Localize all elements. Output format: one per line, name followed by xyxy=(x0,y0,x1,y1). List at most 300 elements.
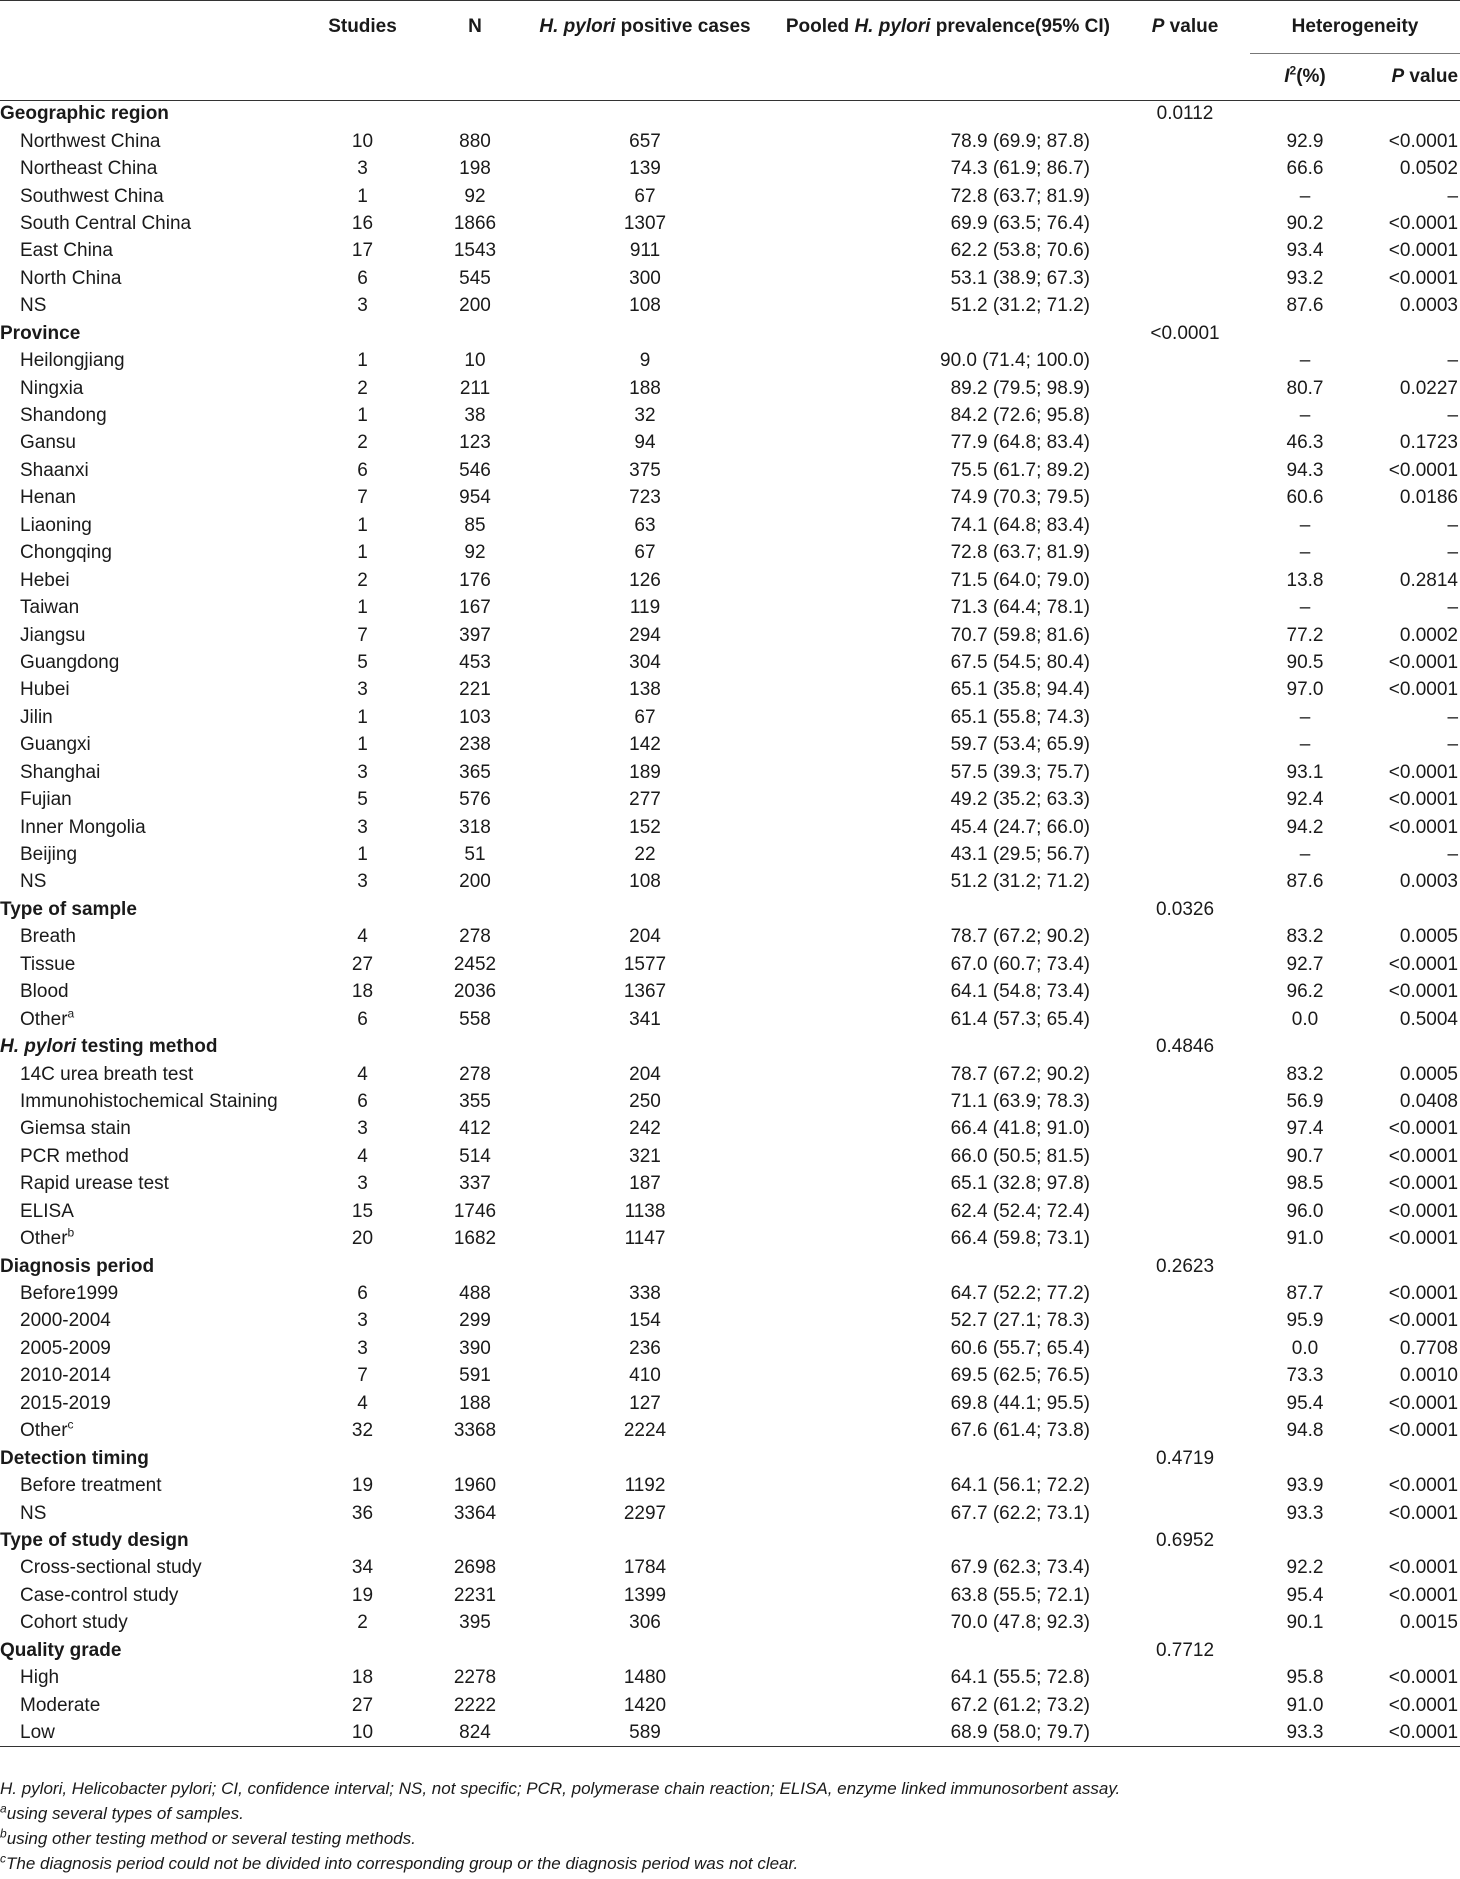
cell-i2: 96.2 xyxy=(1286,981,1324,1003)
group-title: Type of sample xyxy=(0,898,137,920)
cell-i2: 92.9 xyxy=(1286,130,1324,152)
header-blank xyxy=(0,1,300,54)
cell-positive-cases: 9 xyxy=(639,350,651,372)
cell-pooled-prevalence: 74.1 (64.8; 83.4) xyxy=(950,514,1090,536)
cell-heterogeneity-p: <0.0001 xyxy=(1388,1502,1459,1524)
cell-pooled-prevalence: 78.7 (67.2; 90.2) xyxy=(950,1063,1090,1085)
table-row xyxy=(0,622,1460,649)
cell-i2: 93.3 xyxy=(1250,1719,1360,1746)
cell-n: 278 xyxy=(459,1063,491,1085)
table-row xyxy=(0,430,1460,457)
cell-studies: 3 xyxy=(357,1118,368,1140)
footnote: $^b$using other testing method or several testing methods. xyxy=(0,1826,416,1848)
cell-pooled-prevalence: 65.1 (55.8; 74.3) xyxy=(950,706,1090,728)
group-label xyxy=(0,1637,300,1664)
cell-positive-cases: 2297 xyxy=(623,1502,667,1524)
group-p-value: 0.7712 xyxy=(1155,1639,1215,1661)
cell-i2: 93.1 xyxy=(1286,761,1324,783)
table-row xyxy=(0,1472,1460,1499)
cell-pooled-prevalence: 68.9 (58.0; 79.7) xyxy=(765,1719,1120,1746)
cell-studies: 17 xyxy=(351,240,374,262)
cell-positive-cases: 375 xyxy=(629,459,661,481)
cell-studies: 3 xyxy=(357,1310,368,1332)
cell-i2: 95.9 xyxy=(1286,1310,1324,1332)
cell-studies: 5 xyxy=(357,789,368,811)
cell-p-value xyxy=(1120,1363,1250,1390)
row-label: Jilin xyxy=(20,706,53,728)
cell-studies: 19 xyxy=(351,1475,374,1497)
cell-heterogeneity-p: <0.0001 xyxy=(1388,1310,1459,1332)
cell-i2: – xyxy=(1299,844,1311,866)
row-label: Hebei xyxy=(20,569,70,591)
cell-i2: 95.4 xyxy=(1286,1584,1324,1606)
cell-pooled-prevalence: 71.3 (64.4; 78.1) xyxy=(950,597,1090,619)
row-label: Beijing xyxy=(20,844,78,866)
cell-heterogeneity-p: <0.0001 xyxy=(1388,1173,1459,1195)
cell-p-value xyxy=(1120,1664,1250,1691)
table-row xyxy=(0,786,1460,813)
cell-n: 558 xyxy=(459,1008,491,1030)
cell-heterogeneity-p: 0.0002 xyxy=(1399,624,1459,646)
cell-heterogeneity-p: – xyxy=(1447,734,1459,756)
table-row xyxy=(0,1390,1460,1417)
table-row xyxy=(0,1418,1460,1445)
group-p-value: 0.0112 xyxy=(1156,103,1214,125)
cell-i2: 96.0 xyxy=(1286,1200,1324,1222)
cell-n: 546 xyxy=(459,459,491,481)
cell-p-value xyxy=(1120,567,1250,594)
table-row xyxy=(0,1280,1460,1307)
cell-i2: 80.7 xyxy=(1286,377,1324,399)
table-row xyxy=(0,1116,1460,1143)
cell-studies: 10 xyxy=(300,1719,425,1746)
cell-n: 92 xyxy=(464,542,486,564)
cell-i2: 87.7 xyxy=(1286,1283,1324,1305)
cell-i2: 0.0 xyxy=(1291,1008,1319,1030)
footnote-marker: c xyxy=(67,1417,74,1432)
cell-heterogeneity-p: <0.0001 xyxy=(1388,1420,1459,1442)
cell-positive-cases: 108 xyxy=(629,871,661,893)
cell-n: 2231 xyxy=(453,1584,497,1606)
cell-heterogeneity-p: <0.0001 xyxy=(1388,1475,1459,1497)
row-label: East China xyxy=(20,240,113,262)
cell-heterogeneity-p: – xyxy=(1447,405,1459,427)
cell-pooled-prevalence: 51.2 (31.2; 71.2) xyxy=(950,871,1090,893)
group-title: Province xyxy=(0,322,81,344)
cell-studies: 27 xyxy=(351,1694,374,1716)
cell-studies: 20 xyxy=(351,1228,374,1250)
cell-n: 2698 xyxy=(453,1557,497,1579)
cell-pooled-prevalence: 78.7 (67.2; 90.2) xyxy=(950,926,1090,948)
cell-p-value xyxy=(1120,814,1250,841)
row-label: Moderate xyxy=(20,1694,101,1716)
cell-i2: 77.2 xyxy=(1286,624,1324,646)
group-title: Diagnosis period xyxy=(0,1255,155,1277)
footnote: $^a$using several types of samples. xyxy=(0,1801,244,1823)
row-label: Liaoning xyxy=(20,514,92,536)
cell-i2: 97.0 xyxy=(1286,679,1324,701)
cell-i2: 94.2 xyxy=(1286,816,1324,838)
header-heterogeneity-p-value: P value xyxy=(1360,54,1460,101)
cell-positive-cases: 250 xyxy=(629,1090,661,1112)
cell-studies: 3 xyxy=(357,816,368,838)
cell-pooled-prevalence: 60.6 (55.7; 65.4) xyxy=(950,1337,1090,1359)
cell-i2: 97.4 xyxy=(1286,1118,1324,1140)
cell-pooled-prevalence: 61.4 (57.3; 65.4) xyxy=(950,1008,1090,1030)
cell-i2: 87.6 xyxy=(1286,295,1324,317)
cell-studies: 34 xyxy=(351,1557,374,1579)
cell-pooled-prevalence: 63.8 (55.5; 72.1) xyxy=(950,1584,1090,1606)
cell-n: 167 xyxy=(459,597,491,619)
cell-heterogeneity-p: 0.0010 xyxy=(1399,1365,1459,1387)
cell-studies: 1 xyxy=(357,185,368,207)
cell-positive-cases: 127 xyxy=(629,1392,661,1414)
cell-heterogeneity-p: <0.0001 xyxy=(1388,1667,1459,1689)
cell-n: 278 xyxy=(459,926,491,948)
cell-pooled-prevalence: 70.7 (59.8; 81.6) xyxy=(950,624,1090,646)
cell-positive-cases: 67 xyxy=(634,542,656,564)
row-label: South Central China xyxy=(20,212,192,234)
cell-p-value xyxy=(1120,979,1250,1006)
cell-positive-cases: 1784 xyxy=(623,1557,667,1579)
cell-n: 390 xyxy=(459,1337,491,1359)
cell-studies: 19 xyxy=(351,1584,374,1606)
cell-studies: 27 xyxy=(351,953,374,975)
table-row xyxy=(0,677,1460,704)
header-heterogeneity: Heterogeneity xyxy=(1250,1,1460,54)
cell-i2: 92.7 xyxy=(1286,953,1324,975)
cell-heterogeneity-p: 0.0502 xyxy=(1399,158,1459,180)
cell-studies: 1 xyxy=(357,405,368,427)
cell-i2: 56.9 xyxy=(1286,1090,1324,1112)
cell-i2: – xyxy=(1299,185,1311,207)
cell-p-value xyxy=(1120,1610,1250,1637)
cell-positive-cases: 94 xyxy=(634,432,656,454)
header-positive-cases: H. pylori positive cases xyxy=(525,1,765,54)
cell-p-value xyxy=(1120,924,1250,951)
cell-studies: 2 xyxy=(357,432,368,454)
cell-p-value xyxy=(1120,759,1250,786)
row-label: Southwest China xyxy=(20,185,164,207)
cell-p-value xyxy=(1120,1500,1250,1527)
cell-pooled-prevalence: 84.2 (72.6; 95.8) xyxy=(950,405,1090,427)
cell-positive-cases: 22 xyxy=(634,844,656,866)
cell-positive-cases: 187 xyxy=(629,1173,661,1195)
row-label: Northeast China xyxy=(20,158,158,180)
cell-heterogeneity-p: <0.0001 xyxy=(1388,981,1459,1003)
group-row xyxy=(0,320,1460,347)
table-row xyxy=(0,594,1460,621)
cell-i2: 87.6 xyxy=(1286,871,1324,893)
cell-heterogeneity-p: 0.2814 xyxy=(1399,569,1459,591)
cell-studies: 7 xyxy=(357,1365,368,1387)
cell-heterogeneity-p: <0.0001 xyxy=(1388,459,1459,481)
cell-positive-cases: 277 xyxy=(629,789,661,811)
header-p-value: P value xyxy=(1120,1,1250,54)
table-row xyxy=(0,649,1460,676)
cell-n: 576 xyxy=(459,789,491,811)
cell-p-value xyxy=(1120,869,1250,896)
row-label: Henan xyxy=(20,487,76,509)
cell-positive-cases: 142 xyxy=(629,734,661,756)
header-studies: Studies xyxy=(300,1,425,54)
cell-positive-cases: 1399 xyxy=(623,1584,667,1606)
group-p-value: 0.2623 xyxy=(1155,1255,1215,1277)
cell-positive-cases: 294 xyxy=(629,624,661,646)
cell-pooled-prevalence: 43.1 (29.5; 56.7) xyxy=(950,844,1090,866)
cell-p-value xyxy=(1120,1116,1250,1143)
cell-n: 198 xyxy=(459,158,491,180)
table-row xyxy=(0,155,1460,182)
table-row xyxy=(0,1061,1460,1088)
cell-p-value xyxy=(1120,430,1250,457)
group-label xyxy=(0,1253,300,1280)
cell-studies: 18 xyxy=(351,981,374,1003)
cell-i2: 92.4 xyxy=(1286,789,1324,811)
table-row xyxy=(0,293,1460,320)
cell-positive-cases: 242 xyxy=(629,1118,661,1140)
table-row xyxy=(0,1143,1460,1170)
cell-heterogeneity-p: <0.0001 xyxy=(1388,1584,1459,1606)
row-label: PCR method xyxy=(20,1145,129,1167)
cell-n: 85 xyxy=(464,514,486,536)
cell-heterogeneity-p: <0.0001 xyxy=(1388,679,1459,701)
cell-n: 299 xyxy=(459,1310,491,1332)
cell-heterogeneity-p: <0.0001 xyxy=(1388,130,1459,152)
cell-p-value xyxy=(1120,375,1250,402)
row-label: Other$^a$ xyxy=(20,1006,75,1030)
cell-studies: 6 xyxy=(357,1090,368,1112)
cell-heterogeneity-p: <0.0001 xyxy=(1388,240,1459,262)
row-label: Northwest China xyxy=(20,130,161,152)
cell-p-value xyxy=(1120,1418,1250,1445)
cell-pooled-prevalence: 52.7 (27.1; 78.3) xyxy=(950,1310,1090,1332)
cell-pooled-prevalence: 64.1 (55.5; 72.8) xyxy=(950,1667,1090,1689)
cell-studies: 4 xyxy=(357,1392,368,1414)
cell-pooled-prevalence: 69.5 (62.5; 76.5) xyxy=(950,1365,1090,1387)
cell-pooled-prevalence: 57.5 (39.3; 75.7) xyxy=(950,761,1090,783)
cell-n: 238 xyxy=(459,734,491,756)
cell-positive-cases: 126 xyxy=(629,569,661,591)
cell-heterogeneity-p: <0.0001 xyxy=(1388,761,1459,783)
row-label: Jiangsu xyxy=(20,624,86,646)
group-row xyxy=(0,101,1460,128)
cell-studies: 6 xyxy=(357,1008,368,1030)
cell-studies: 10 xyxy=(351,130,374,152)
cell-i2: 95.4 xyxy=(1286,1392,1324,1414)
cell-heterogeneity-p: 0.0408 xyxy=(1399,1090,1459,1112)
row-label: Heilongjiang xyxy=(20,350,125,372)
cell-heterogeneity-p: <0.0001 xyxy=(1360,1719,1460,1746)
cell-positive-cases: 67 xyxy=(634,185,656,207)
row-label: Inner Mongolia xyxy=(20,816,146,838)
cell-n: 453 xyxy=(459,651,491,673)
table-row xyxy=(0,1335,1460,1362)
cell-pooled-prevalence: 66.4 (59.8; 73.1) xyxy=(950,1228,1090,1250)
cell-pooled-prevalence: 67.9 (62.3; 73.4) xyxy=(950,1557,1090,1579)
cell-heterogeneity-p: 0.0227 xyxy=(1399,377,1459,399)
row-label: Shanghai xyxy=(20,761,101,783)
cell-i2: 90.7 xyxy=(1286,1145,1324,1167)
row-label: NS xyxy=(20,1502,47,1524)
cell-n: 591 xyxy=(459,1365,491,1387)
cell-n: 38 xyxy=(464,405,486,427)
cell-i2: 94.3 xyxy=(1286,459,1324,481)
cell-p-value xyxy=(1120,1225,1250,1252)
cell-positive-cases: 139 xyxy=(629,158,661,180)
table-row xyxy=(0,1582,1460,1609)
table-row xyxy=(0,1610,1460,1637)
cell-heterogeneity-p: 0.0003 xyxy=(1399,295,1459,317)
cell-i2: 83.2 xyxy=(1286,926,1324,948)
cell-i2: 90.1 xyxy=(1286,1612,1324,1634)
table-row xyxy=(0,1692,1460,1719)
cell-pooled-prevalence: 67.0 (60.7; 73.4) xyxy=(950,953,1090,975)
row-label: North China xyxy=(20,267,122,289)
group-title: testing method xyxy=(76,1036,218,1058)
group-p-value: <0.0001 xyxy=(1150,322,1220,344)
cell-heterogeneity-p: <0.0001 xyxy=(1388,953,1459,975)
cell-i2: – xyxy=(1299,514,1311,536)
row-label: Other$^c$ xyxy=(20,1417,74,1442)
cell-heterogeneity-p: <0.0001 xyxy=(1388,816,1459,838)
cell-positive-cases: 138 xyxy=(629,679,661,701)
row-label: Before1999 xyxy=(20,1283,119,1305)
cell-pooled-prevalence: 65.1 (32.8; 97.8) xyxy=(950,1173,1090,1195)
cell-studies: 1 xyxy=(357,706,368,728)
group-p-value: 0.6952 xyxy=(1155,1529,1215,1551)
cell-n: 337 xyxy=(459,1173,491,1195)
cell-studies: 1 xyxy=(357,350,368,372)
cell-n: 488 xyxy=(459,1283,491,1305)
row-label: Low xyxy=(0,1719,300,1746)
cell-positive-cases: 1577 xyxy=(623,953,667,975)
cell-pooled-prevalence: 72.8 (63.7; 81.9) xyxy=(950,185,1090,207)
cell-studies: 3 xyxy=(357,295,368,317)
footnotes xyxy=(0,1776,1460,1876)
cell-p-value xyxy=(1120,485,1250,512)
table-row xyxy=(0,402,1460,429)
cell-positive-cases: 657 xyxy=(629,130,661,152)
cell-heterogeneity-p: <0.0001 xyxy=(1388,1392,1459,1414)
cell-i2: 93.2 xyxy=(1286,267,1324,289)
table-row xyxy=(0,1363,1460,1390)
cell-n: 2278 xyxy=(453,1667,497,1689)
table-row xyxy=(0,265,1460,292)
footnote-marker: a xyxy=(67,1006,75,1021)
table-row xyxy=(0,924,1460,951)
cell-n: 318 xyxy=(459,816,491,838)
cell-p-value xyxy=(1120,704,1250,731)
table-row xyxy=(0,814,1460,841)
cell-i2: – xyxy=(1299,597,1311,619)
header-pooled-prevalence: Pooled H. pylori prevalence(95% CI) xyxy=(765,1,1120,54)
cell-pooled-prevalence: 89.2 (79.5; 98.9) xyxy=(950,377,1090,399)
cell-positive-cases: 341 xyxy=(629,1008,661,1030)
cell-positive-cases: 410 xyxy=(629,1365,661,1387)
cell-n: 92 xyxy=(464,185,486,207)
cell-p-value xyxy=(1120,951,1250,978)
table-row xyxy=(0,732,1460,759)
cell-studies: 4 xyxy=(357,1063,368,1085)
cell-heterogeneity-p: 0.0003 xyxy=(1399,871,1459,893)
table-row xyxy=(0,183,1460,210)
cell-pooled-prevalence: 75.5 (61.7; 89.2) xyxy=(950,459,1090,481)
table-row xyxy=(0,979,1460,1006)
group-row xyxy=(0,1527,1460,1554)
cell-heterogeneity-p: 0.0005 xyxy=(1399,926,1459,948)
cell-n: 123 xyxy=(459,432,491,454)
cell-positive-cases: 63 xyxy=(634,514,656,536)
cell-n: 412 xyxy=(459,1118,491,1140)
cell-pooled-prevalence: 51.2 (31.2; 71.2) xyxy=(950,295,1090,317)
cell-n: 545 xyxy=(459,267,491,289)
row-label: Guangdong xyxy=(20,651,120,673)
row-label: Hubei xyxy=(20,679,70,701)
row-label: Gansu xyxy=(20,432,76,454)
group-row xyxy=(0,896,1460,923)
cell-studies: 1 xyxy=(357,514,368,536)
footnote-marker: b xyxy=(0,1826,7,1841)
group-row xyxy=(0,1445,1460,1472)
cell-p-value xyxy=(1120,732,1250,759)
cell-positive-cases: 1367 xyxy=(623,981,667,1003)
cell-p-value xyxy=(1120,1335,1250,1362)
cell-p-value xyxy=(1120,622,1250,649)
row-label: NS xyxy=(20,871,47,893)
group-label xyxy=(0,1445,300,1472)
cell-n: 176 xyxy=(459,569,491,591)
cell-studies: 2 xyxy=(357,569,368,591)
row-label: Other$^b$ xyxy=(20,1225,75,1250)
cell-pooled-prevalence: 78.9 (69.9; 87.8) xyxy=(950,130,1090,152)
cell-heterogeneity-p: <0.0001 xyxy=(1388,789,1459,811)
cell-heterogeneity-p: – xyxy=(1447,185,1459,207)
cell-positive-cases: 32 xyxy=(634,405,656,427)
cell-heterogeneity-p: – xyxy=(1447,706,1459,728)
cell-i2: 98.5 xyxy=(1286,1173,1324,1195)
group-row xyxy=(0,1033,1460,1060)
cell-p-value xyxy=(1120,1390,1250,1417)
cell-p-value xyxy=(1120,677,1250,704)
table-row xyxy=(0,1664,1460,1691)
row-label: Chongqing xyxy=(20,542,112,564)
cell-heterogeneity-p: <0.0001 xyxy=(1388,1283,1459,1305)
cell-positive-cases: 152 xyxy=(629,816,661,838)
group-label xyxy=(0,896,300,923)
group-label xyxy=(0,101,300,128)
cell-n: 514 xyxy=(459,1145,491,1167)
cell-studies: 16 xyxy=(351,212,374,234)
cell-positive-cases: 321 xyxy=(629,1145,661,1167)
table-row xyxy=(0,1171,1460,1198)
cell-heterogeneity-p: <0.0001 xyxy=(1388,1145,1459,1167)
cell-n: 2452 xyxy=(453,953,497,975)
cell-positive-cases: 304 xyxy=(629,651,661,673)
group-title: Geographic region xyxy=(0,103,169,125)
group-row xyxy=(0,1253,1460,1280)
cell-pooled-prevalence: 69.8 (44.1; 95.5) xyxy=(950,1392,1090,1414)
cell-studies: 1 xyxy=(357,734,368,756)
cell-pooled-prevalence: 66.0 (50.5; 81.5) xyxy=(950,1145,1090,1167)
cell-n: 355 xyxy=(459,1090,491,1112)
group-p-value: 0.4846 xyxy=(1155,1036,1215,1058)
cell-heterogeneity-p: – xyxy=(1447,597,1459,619)
cell-pooled-prevalence: 65.1 (35.8; 94.4) xyxy=(950,679,1090,701)
cell-p-value xyxy=(1120,265,1250,292)
cell-i2: 66.6 xyxy=(1286,158,1324,180)
cell-pooled-prevalence: 45.4 (24.7; 66.0) xyxy=(950,816,1090,838)
